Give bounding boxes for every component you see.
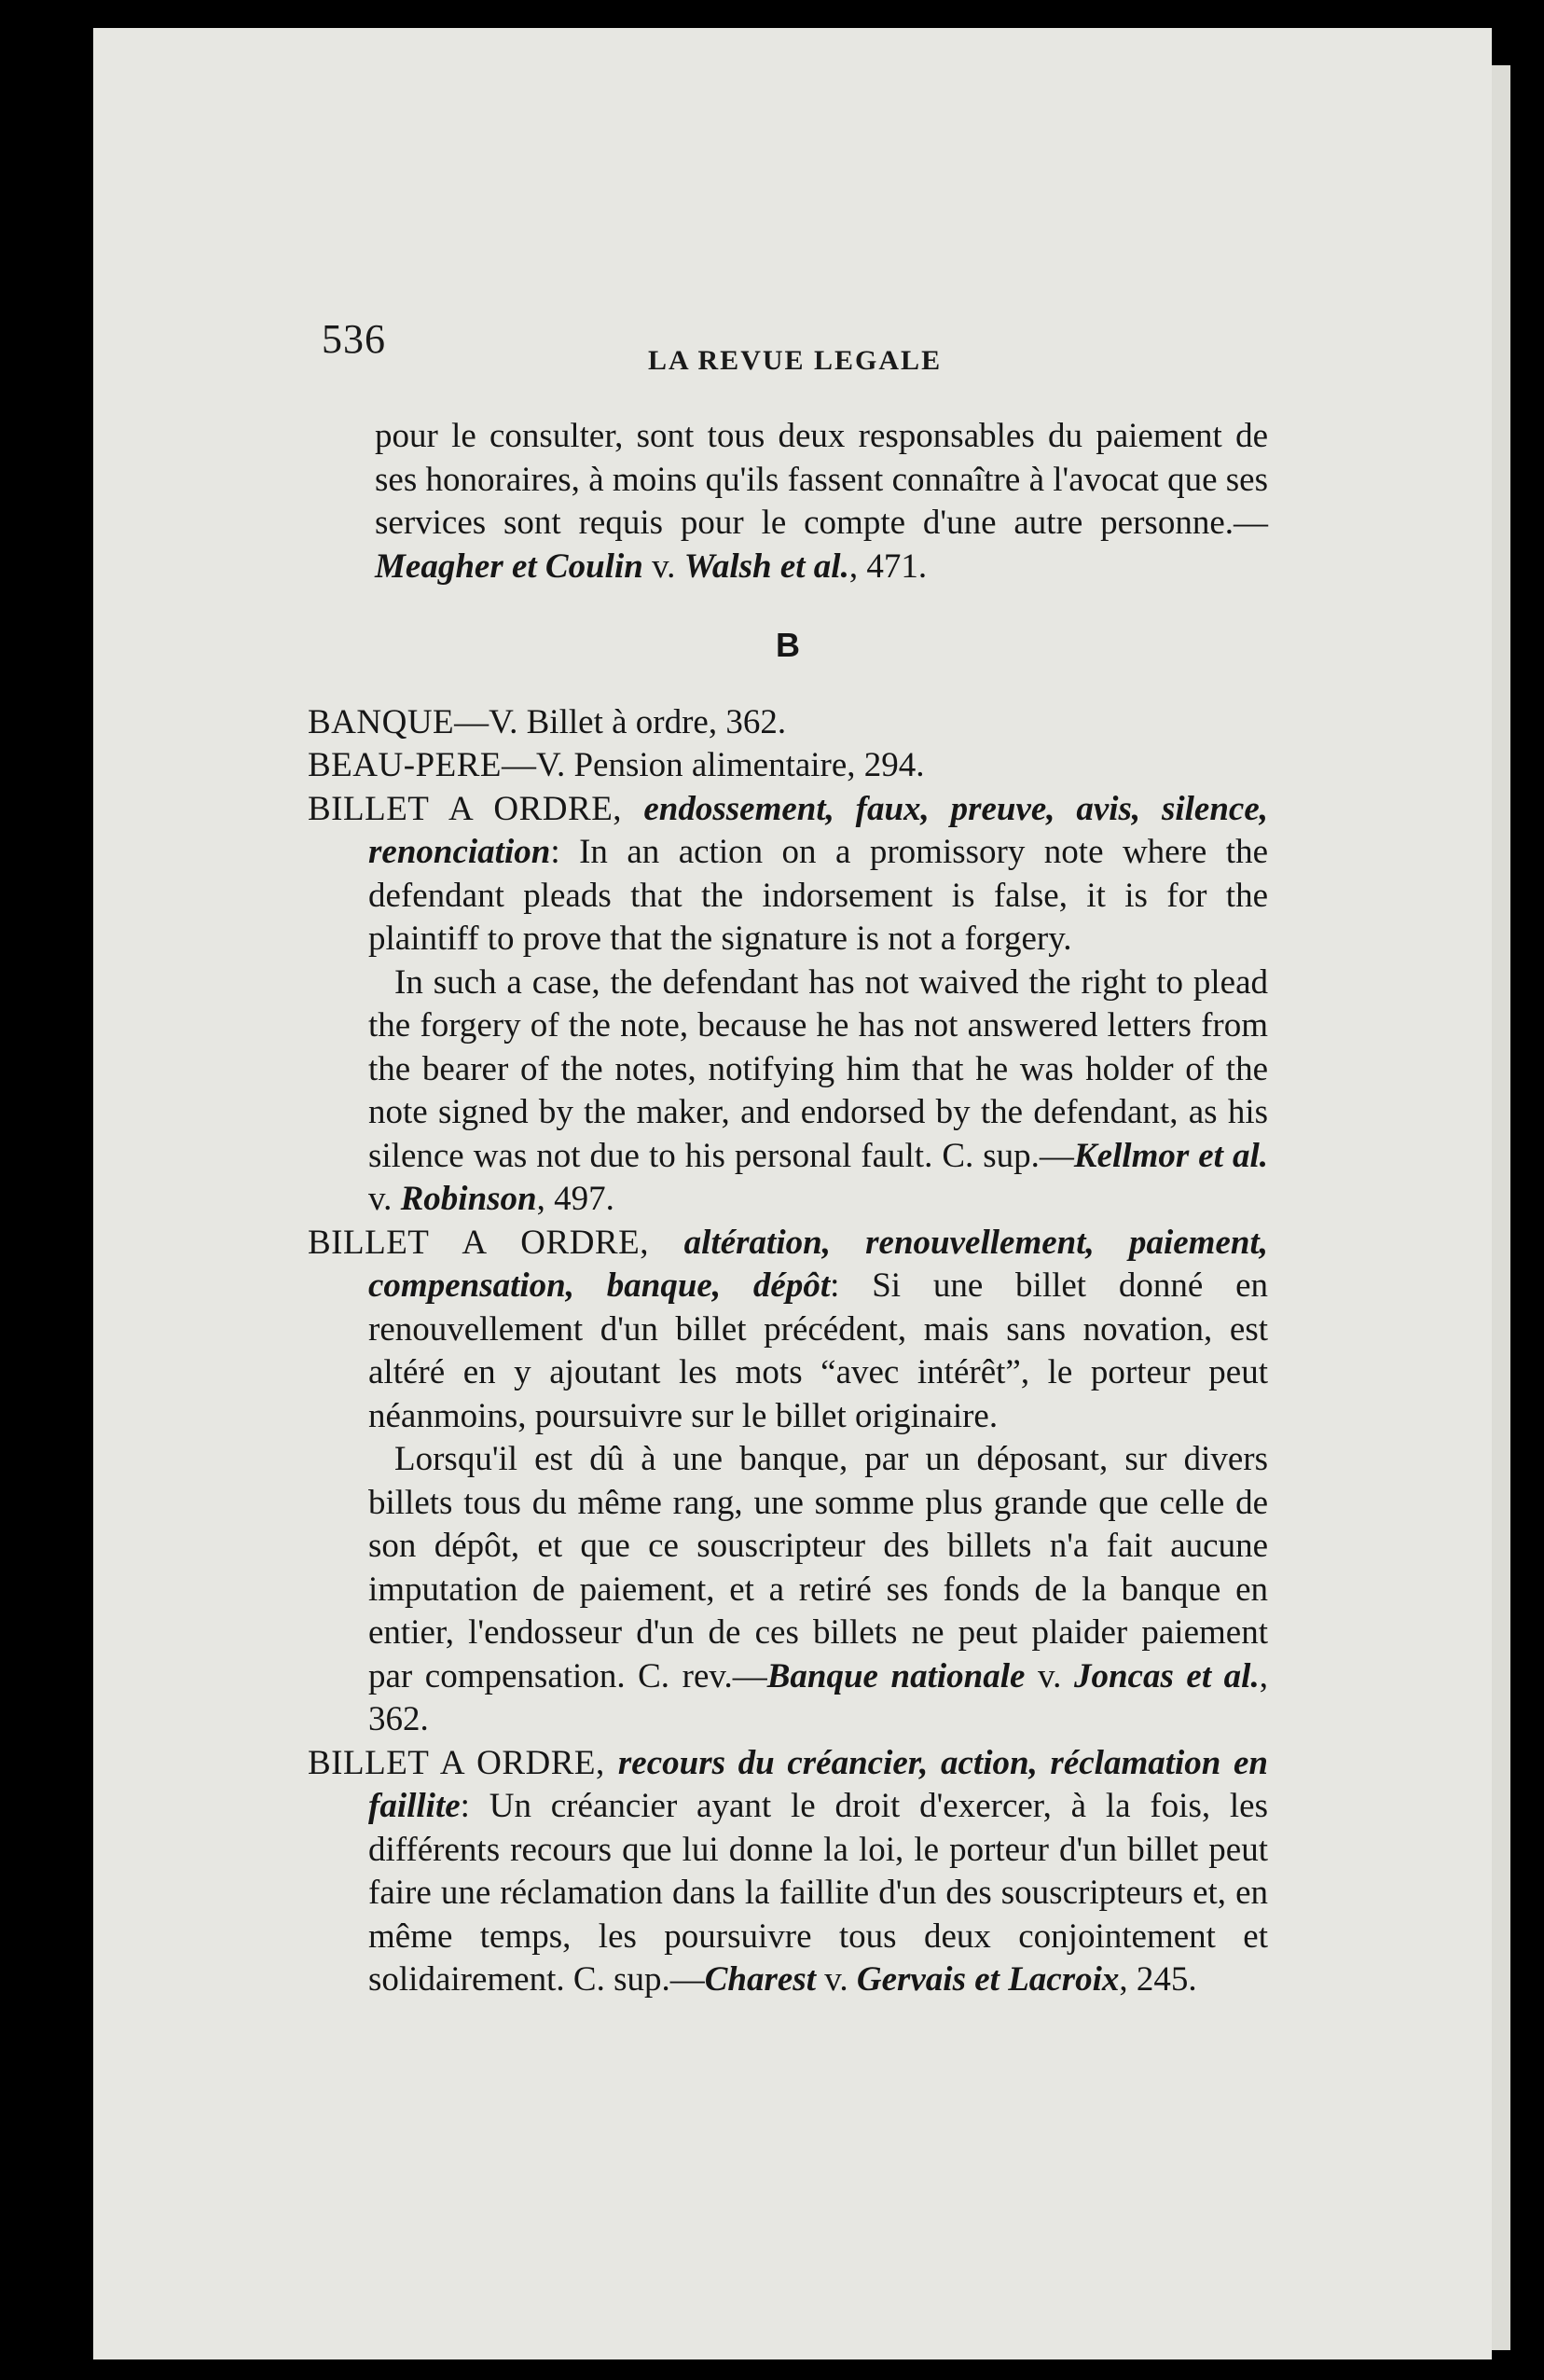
entry-heading: BILLET A ORDRE, <box>308 1743 618 1782</box>
citation-party: Charest <box>704 1960 816 1999</box>
index-entry <box>308 1222 1268 1742</box>
citation-party: Banque nationale <box>766 1656 1026 1695</box>
entry-summary: Un créancier ayant le droit d'exercer, à la fois, les différents recours que lui donne la loi, le porteur d'un billet peut faire une réclamation dans la faillite d'un des souscripteurs et, en même temps, les poursuivre tous deux conjointement et solidairement. C. sup.— <box>368 1787 1268 1999</box>
citation-page: , 497. <box>536 1180 614 1218</box>
entry-keywords: altération, renouvellement, paiement, compensation, banque, dépôt <box>368 1223 1268 1305</box>
section-letter: B <box>776 626 800 664</box>
page-number: 536 <box>322 316 386 362</box>
citation-party: Gervais et Lacroix <box>856 1960 1120 1999</box>
entry-summary: In an action on a promissory note where the defendant pleads that the indorsement is false, it is for the plaintiff to prove that the signature is not a forgery. <box>368 833 1268 958</box>
citation-party: Robinson <box>400 1180 537 1218</box>
page-body <box>308 415 1268 2002</box>
entry-heading: BANQUE <box>308 702 455 741</box>
citation-versus: v. <box>815 1960 857 1999</box>
entry-summary: In such a case, the defendant has not waived the right to plead the forgery of the note, because he has not answered letters from the bearer of the notes, notifying him that he was holder of the note signed by the maker, and endorsed by the defendant, as his silence was not due to his personal fault. C. sup.— <box>368 962 1268 1175</box>
citation-versus: v. <box>642 547 684 586</box>
entry-heading: BILLET A ORDRE, <box>308 1223 684 1262</box>
entry-colon: : <box>460 1787 489 1825</box>
citation-page: , 362. <box>368 1656 1268 1738</box>
citation-page: , 245. <box>1119 1960 1197 1999</box>
entry-reference: —V. Billet à ordre, 362. <box>454 702 787 741</box>
continued-text: pour le consulter, sont tous deux responsables du paiement de ses honoraires, à moins qu'ils fassent connaître à l'avocat que ses services sont requis pour le compte d'une autre personne.— <box>375 417 1268 542</box>
citation-party: Joncas et al. <box>1073 1656 1260 1695</box>
entry-paragraph <box>308 1222 1268 1439</box>
index-entry <box>308 701 1268 745</box>
facing-page-edge <box>1492 65 1510 2350</box>
citation-party: Meagher et Coulin <box>375 547 643 586</box>
entry-summary: Lorsqu'il est dû à une banque, par un déposant, sur divers billets tous du même rang, une somme plus grande que celle de son dépôt, et que ce souscripteur des billets n'a fait aucune imputation de paiement, et a retiré ses fonds de la banque en entier, l'endosseur d'un de ces billets ne peut plaider paiement par compensation. C. rev.— <box>368 1440 1268 1695</box>
entry-keywords: recours du créancier, action, réclamation en faillite <box>368 1743 1268 1825</box>
continued-entry <box>375 415 1268 588</box>
entry-paragraph <box>308 962 1268 1222</box>
index-entry <box>308 1742 1268 2002</box>
entry-paragraph <box>308 1438 1268 1742</box>
entry-colon: : <box>830 1266 873 1305</box>
entry-paragraph <box>308 1742 1268 2002</box>
citation-party: Kellmor et al. <box>1073 1136 1268 1175</box>
citation-party: Walsh et al. <box>683 547 849 586</box>
entry-keywords: endossement, faux, preuve, avis, silence, renonciation <box>368 789 1269 871</box>
entry-reference: —V. Pension alimentaire, 294. <box>502 746 925 784</box>
entry-heading: BEAU-PERE <box>308 746 502 784</box>
entry-colon: : <box>550 833 580 871</box>
index-entry <box>308 744 1268 788</box>
entry-paragraph <box>308 788 1268 962</box>
citation-versus: v. <box>1025 1656 1074 1695</box>
citation-page: , 471. <box>848 547 928 586</box>
citation-versus: v. <box>368 1180 401 1218</box>
entry-summary: Si une billet donné en renouvellement d'un billet précédent, mais sans novation, est altéré en y ajoutant les mots “avec intérêt”, le porteur peut néanmoins, poursuivre sur le billet originaire. <box>368 1266 1269 1435</box>
index-entry <box>308 788 1268 1222</box>
running-title: LA REVUE LEGALE <box>648 345 943 376</box>
entry-heading: BILLET A ORDRE, <box>308 789 644 828</box>
